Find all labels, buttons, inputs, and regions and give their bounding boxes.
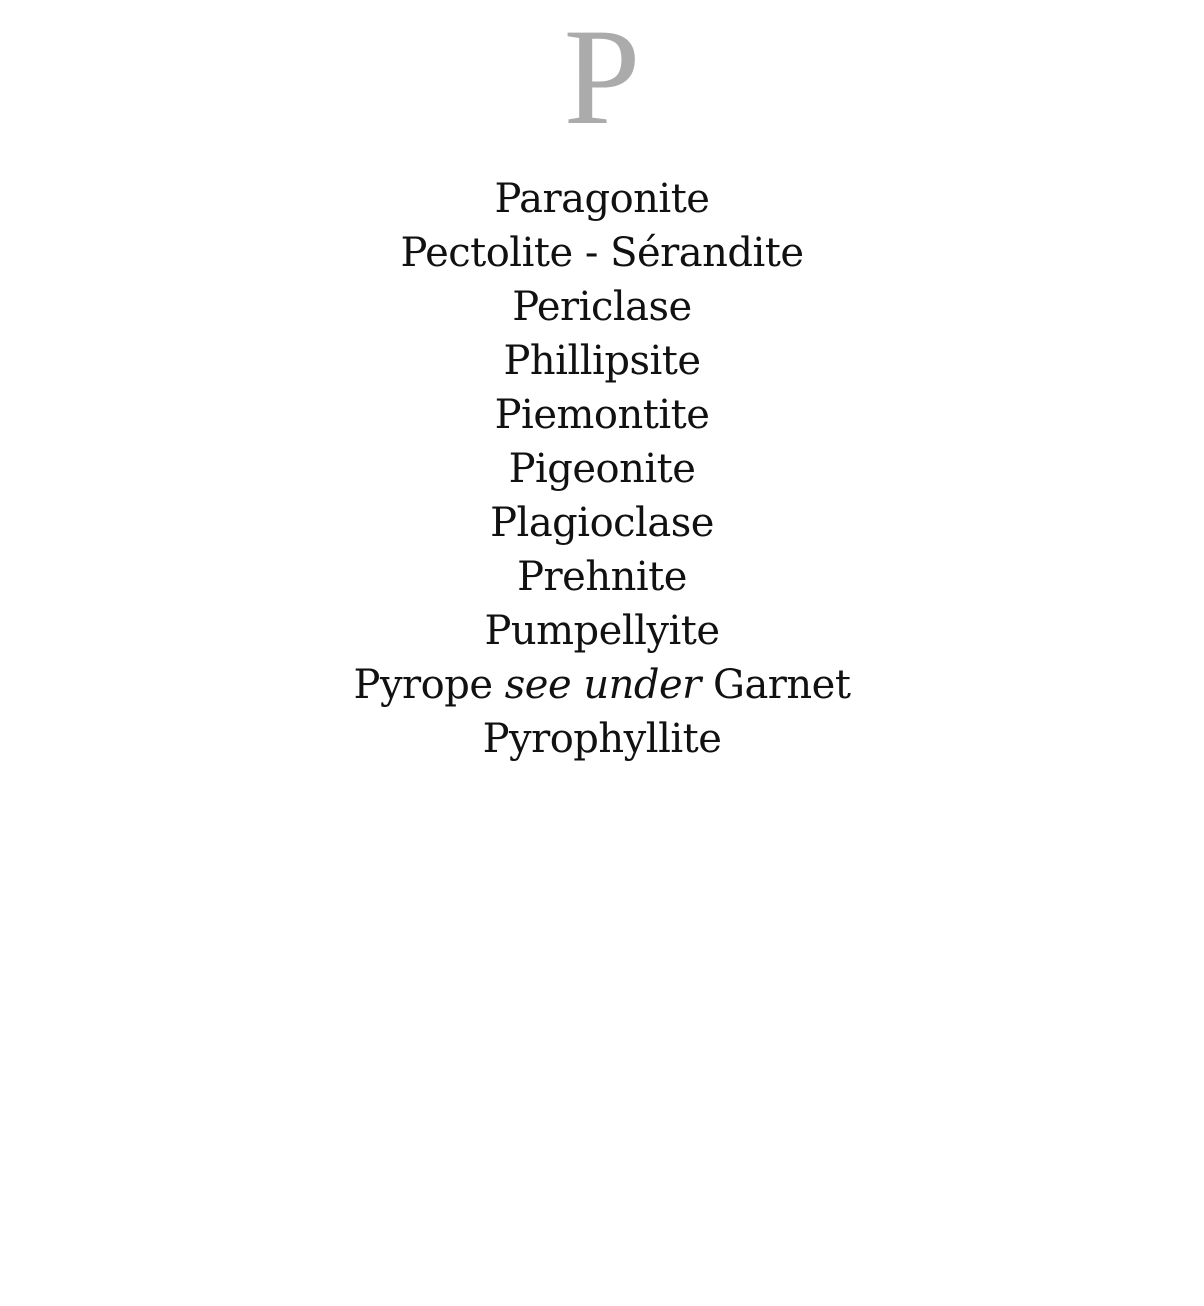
mineral-label-pyrope: Pyrope bbox=[353, 662, 493, 708]
mineral-link-pigeonite[interactable]: Pigeonite bbox=[508, 446, 696, 492]
list-item bbox=[0, 550, 1204, 604]
list-item bbox=[0, 226, 1204, 280]
list-item bbox=[0, 172, 1204, 226]
list-item bbox=[0, 712, 1204, 766]
mineral-link-prehnite[interactable]: Prehnite bbox=[517, 554, 687, 600]
mineral-link-pumpellyite[interactable]: Pumpellyite bbox=[484, 608, 720, 654]
mineral-link-periclase[interactable]: Periclase bbox=[512, 284, 692, 330]
mineral-link-pectolite-serandite[interactable]: Pectolite - Sérandite bbox=[400, 230, 804, 276]
mineral-link-garnet[interactable]: Garnet bbox=[713, 662, 851, 708]
list-item bbox=[0, 658, 1204, 712]
list-item bbox=[0, 280, 1204, 334]
list-item bbox=[0, 442, 1204, 496]
mineral-link-paragonite[interactable]: Paragonite bbox=[494, 176, 710, 222]
see-under-text: see under bbox=[504, 662, 701, 708]
list-item bbox=[0, 388, 1204, 442]
section-letter: P bbox=[563, 0, 641, 153]
mineral-list bbox=[0, 172, 1204, 766]
list-item bbox=[0, 604, 1204, 658]
mineral-link-plagioclase[interactable]: Plagioclase bbox=[490, 500, 714, 546]
list-item bbox=[0, 334, 1204, 388]
mineral-link-pyrophyllite[interactable]: Pyrophyllite bbox=[482, 716, 722, 762]
mineral-link-phillipsite[interactable]: Phillipsite bbox=[503, 338, 701, 384]
mineral-link-piemontite[interactable]: Piemontite bbox=[494, 392, 710, 438]
list-item bbox=[0, 496, 1204, 550]
